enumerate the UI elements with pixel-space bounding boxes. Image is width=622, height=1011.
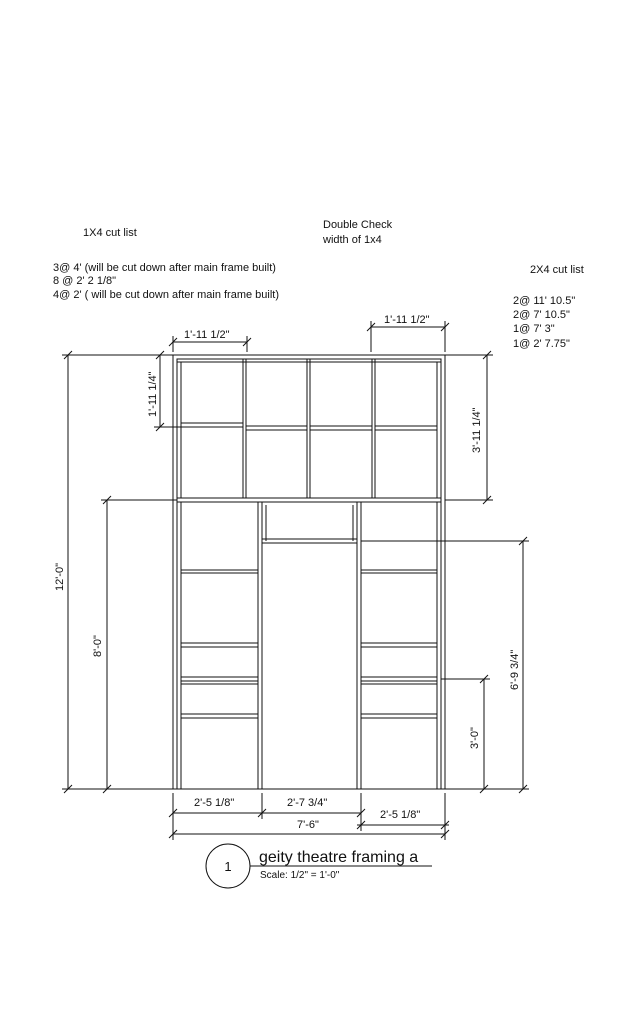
double-check-note-line1: Double Check — [323, 219, 393, 231]
dim-text-right-door-height: 6'-9 3/4" — [509, 649, 521, 690]
cut-list-2x4-item: 2@ 7' 10.5" — [513, 309, 570, 321]
dim-upper-section-height — [445, 351, 493, 504]
drawing-title: geity theatre framing a — [259, 849, 419, 866]
dim-text-bottom-left: 2'-5 1/8" — [194, 797, 235, 809]
drawing-scale: Scale: 1/2" = 1'-0" — [260, 870, 340, 881]
dim-text-upper-cell-height: 1'-11 1/4" — [147, 371, 159, 417]
cut-list-2x4-item: 1@ 2' 7.75" — [513, 338, 570, 350]
frame-outline — [173, 355, 445, 789]
cut-list-1x4-title: 1X4 cut list — [83, 227, 137, 239]
cut-list-1x4-item: 8 @ 2' 2 1/8" — [53, 275, 117, 287]
cut-list-2x4-item: 1@ 7' 3" — [513, 323, 555, 335]
cut-list-1x4-item: 3@ 4' (will be cut down after main frame built) — [53, 262, 276, 274]
left-bay-rails — [181, 570, 258, 718]
upper-mid-rail — [177, 498, 441, 502]
dim-text-bottom-right: 2'-5 1/8" — [380, 809, 421, 821]
cut-list-2x4-title: 2X4 cut list — [530, 264, 584, 276]
dim-text-top-left: 1'-11 1/2" — [184, 329, 230, 341]
lower-studs — [181, 502, 437, 789]
dim-text-lower-left-height: 8'-0" — [92, 635, 104, 657]
dim-lower-left-height — [101, 496, 177, 793]
dim-right-low-height — [441, 675, 490, 793]
dim-text-overall-width: 7'-6" — [297, 819, 319, 831]
dim-text-upper-section-height: 3'-11 1/4" — [471, 407, 483, 453]
dim-text-bottom-mid: 2'-7 3/4" — [287, 797, 328, 809]
upper-dividers — [177, 359, 441, 498]
door-header — [262, 539, 357, 543]
dim-text-overall-height: 12'-0" — [54, 562, 66, 591]
dim-text-top-right: 1'-11 1/2" — [384, 314, 430, 326]
double-check-note-line2: width of 1x4 — [323, 234, 382, 246]
cut-list-2x4-item: 2@ 11' 10.5" — [513, 295, 576, 307]
detail-number: 1 — [224, 859, 232, 874]
dim-overall-width — [169, 830, 449, 838]
dim-text-right-low-height: 3'-0" — [469, 727, 481, 749]
upper-rails — [181, 423, 437, 430]
cut-list-1x4-item: 4@ 2' ( will be cut down after main frame built) — [53, 289, 280, 301]
right-bay-rails — [361, 570, 437, 718]
